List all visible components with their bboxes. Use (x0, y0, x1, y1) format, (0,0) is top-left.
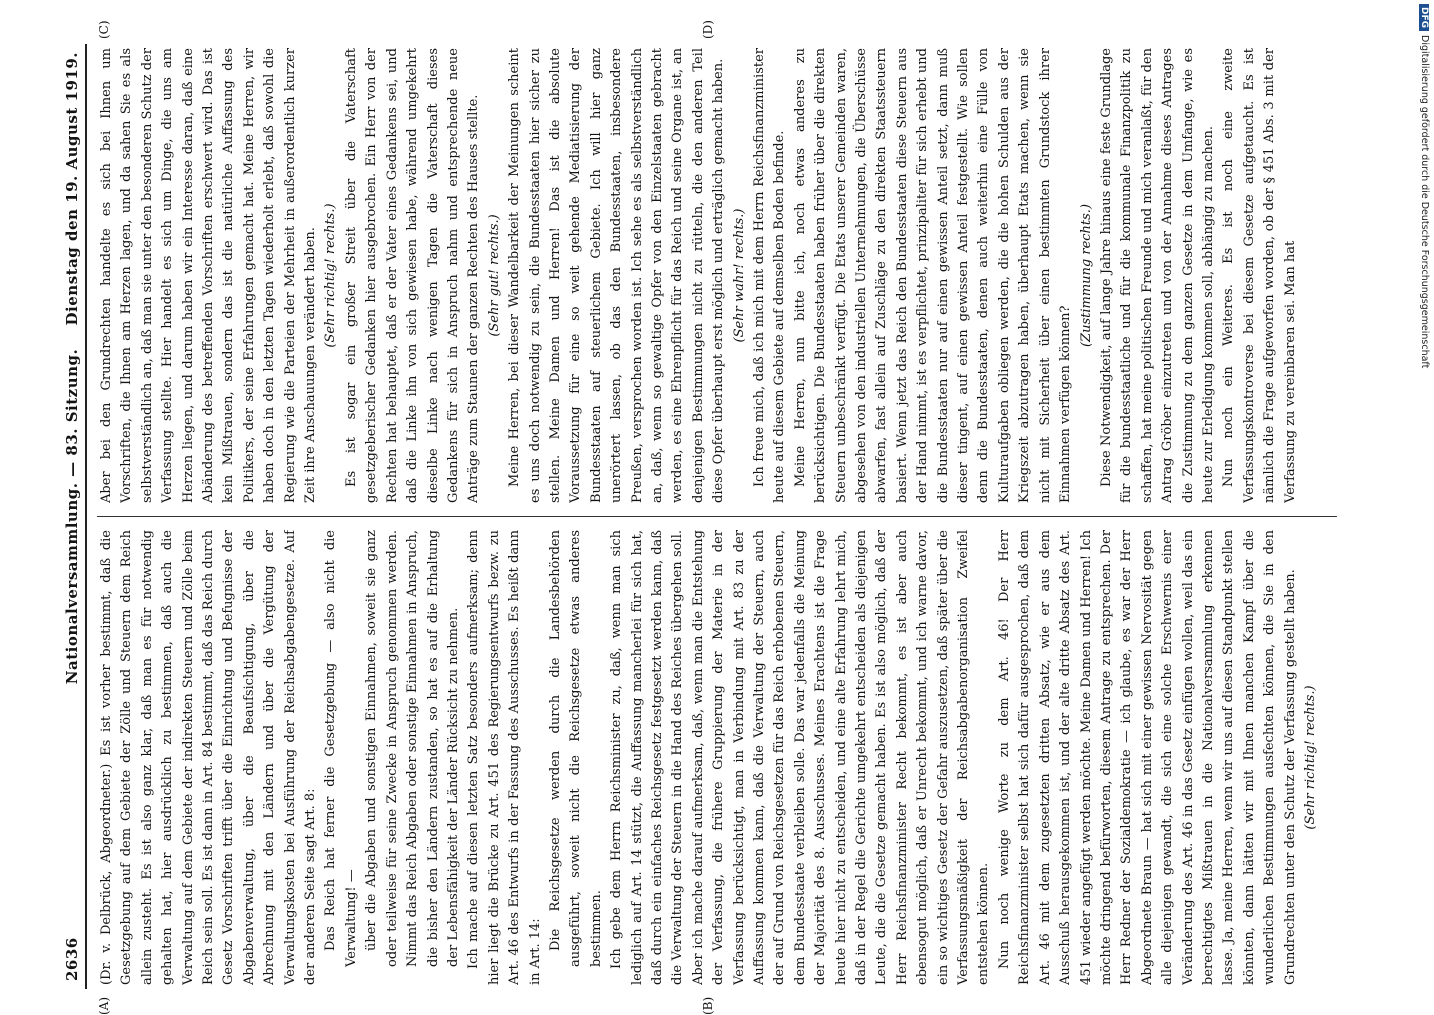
header-rule (85, 44, 87, 989)
paragraph: Es ist sogar ein großer Streit über die Vaterschaft gesetzgeberischer Gedanken hier ausgebrochen. Ein Herr von der Rechten hat behauptet, daß er der Vater eines Gedankens sei, und daß die Linke ihn von sich gewiesen habe, während umgekehrt dieselbe Linke nach wenigen Tagen die Vaterschaft dieses Gedankens für sich in Anspruch nahm und entsprechende neue Anträge zum Staunen der ganzen Rechten des Hauses stellte. (343, 48, 482, 503)
quoted-article: Das Reich hat ferner die Gesetzgebung — also nicht die Verwaltung! — (323, 530, 359, 967)
assembly-session: Nationalversammlung. — 83. Sitzung. (63, 348, 81, 685)
quoted-article: Die Reichsgesetze werden durch die Landesbehörden ausgeführt, soweit nicht die Reichsgesetze etwas anderes bestimmen. (547, 530, 604, 967)
left-column (97, 530, 1337, 985)
running-head (61, 44, 85, 989)
paragraph: Nun noch wenige Worte zu dem Art. 46! Der Herr Reichsfinanzminister selbst hat sich dafür ausgesprochen, daß dem Art. 46 mit dem zugesetzten dritten Absatz, wie er aus dem Ausschuß herausgekommen ist, und der alte dritte Absatz des Art. 451 wieder angefügt werden möchte. Meine Damen und Herren! Ich möchte dringend befürworten, diesem Antrage zu entsprechen. Der Herr Redner der Sozialdemokratie — ich glaube, es war der Herr Abgeordnete Braun — hat sich mit einer gewissen Nervosität gegen alle diejenigen gewandt, die sich eine solche Erschwernis einer Veränderung des Art. 46 in das Gesetz einfügen wollen, weil das ein berechtigtes Mißtrauen in die Nationalversammlung erkennen lasse. Ja, meine Herren, wenn wir uns auf diesen Standpunkt stellen könnten, dann hätten wir mit Ihnen manchen Kampf über die wunderlichen Bestimmungen ausfechten können, die Sie in den Grundrechten unter den Schutz der Verfassung gestellt haben. (996, 530, 1298, 985)
page-number: 2636 (63, 937, 81, 981)
quoted-article: über die Abgaben und sonstigen Einnahmen, soweit sie ganz oder teilweise für seine Zwecke in Anspruch genommen werden. Nimmt das Reich Abgaben oder sonstige Einnahmen in Anspruch, die bisher den Ländern zustanden, so hat es auf die Erhaltung der Lebensfähigkeit der Länder Rücksicht zu nehmen. (364, 530, 461, 967)
column-divider (97, 516, 1337, 517)
paragraph: Meine Herren, bei dieser Wandelbarkeit der Meinungen scheint es uns doch notwendig zu sein, die Bundesstaaten hier sicher zu stellen. Meine Damen und Herren! Das ist die absolute Voraussetzung für eine so weit gehende Mediatisierung der Bundesstaaten auf steuerlichem Gebiete. Ich will hier ganz unerörtert lassen, ob das den Bundesstaaten, insbesondere Preußen, versprochen worden ist. Ich sehe es als selbstverständlich an, daß, wenn so gewaltige Opfer von den Einzelstaaten gebracht werden, es eine Ehrenpflicht für das Reich und seine Organe ist, an denjenigen Bestimmungen nicht zu rütteln, die den anderen Teil diese Opfer überhaupt erst möglich und erträglich gemacht haben. (507, 48, 727, 503)
credit-text: Digitalisierung gefördert durch die Deutsche Forschungsgemeinschaft (1419, 35, 1430, 369)
paragraph: Diese Notwendigkeit, auf lange Jahre hinaus eine feste Grundlage für die bundesstaatliche und für die kommunale Finanzpolitik zu schaffen, hat meine politischen Freunde und mich veranlaßt, für den Antrag Gröber einzutreten und von der Annahme dieses Antrages die Zustimmung zu dem ganzen Gesetze in dem Umfange, wie es heute zur Erledigung kommen soll, abhängig zu machen. (1098, 48, 1216, 503)
interjection: (Sehr richtig! rechts.) (1302, 685, 1318, 830)
dfg-logo: DFG (1419, 4, 1429, 31)
interjection: (Sehr gut! rechts.) (486, 214, 502, 337)
paragraph: Nun noch ein Weiteres. Es ist noch eine zweite Verfassungskontroverse bei diesem Gesetze aufgetaucht. Es ist nämlich die Frage aufgeworfen worden, ob der § 451 Abs. 3 mit der Verfassung zu vereinbaren sei. Man hat (1221, 48, 1298, 503)
interjection: (Zustimmung rechts.) (1078, 203, 1094, 348)
interjection: (Sehr wahr! rechts.) (731, 208, 747, 343)
paragraph: Ich gebe dem Herrn Reichsminister zu, daß, wenn man sich lediglich auf Art. 14 stützt, die Auffassung mancherlei für sich hat, daß durch ein einfaches Reichsgesetz festgesetzt werden kann, daß die Verwaltung der Steuern in die Hand des Reiches übergehen soll. Aber ich mache darauf aufmerksam, daß, wenn man die Entstehung der Verfassung, die frühere Gruppierung der Materie in der Verfassung berücksichtigt, man in Verbindung mit Art. 83 zu der Auffassung kommen kann, daß die Verwaltung der Steuern, auch der auf Grund von Reichsgesetzen für das Reich erhobenen Steuern, dem Bundesstaate verbleiben solle. Das war jedenfalls die Meinung der Majorität des 8. Ausschusses. Meines Erachtens ist die Frage heute hier nicht zu entscheiden, und eine alte Erfahrung lehrt mich, daß in der Regel die Gerichte umgekehrt entscheiden als diejenigen Leute, die die Gesetze gemacht haben. Es ist also möglich, daß der Herr Reichsfinanzminister Recht bekommt, es ist aber auch ebensogut möglich, daß er Unrecht bekommt, und ich warne davor, ein so wichtiges Gesetz der Gefahr auszusetzen, daß später über die Verfassungsmäßigkeit der Reichsabgabenorganisation Zweifel entstehen können. (609, 530, 992, 985)
paragraph: (Dr. v. Delbrück, Abgeordneter.) Es ist vorher bestimmt, daß die Gesetzgebung auf dem Gebiete der Zölle und Steuern dem Reich allein zusteht. Es ist also ganz klar, daß man es für notwendig gehalten hat, hier ausdrücklich zu bestimmen, daß auch die Verwaltung auf dem Gebiete der indirekten Steuern und Zölle beim Reich sein soll. Es ist dann in Art. 84 bestimmt, daß das Reich durch Gesetz Vorschriften trifft über die Einrichtung und Befugnisse der Abgabenverwaltung, über die Beaufsichtigung, über die Abrechnung mit den Ländern und über die Vergütung der Verwaltungskosten bei Ausführung der Reichsabgabengesetze. Auf der anderen Seite sagt Art. 8: (99, 530, 319, 985)
paragraph: Aber bei den Grundrechten handelte es sich bei Ihnen um Vorschriften, die Ihnen am Herzen lagen, und da sahen Sie es als selbstverständlich an, daß man sie unter den besonderen Schutz der Verfassung stellte. Hier handelt es sich um Dinge, die uns am Herzen liegen, und darum haben wir ein Interesse daran, daß eine Abänderung des betreffenden Vorschriften erschwert wird. Das ist kein Mißtrauen, sondern das ist die natürliche Auffassung des Politikers, der seine Erfahrungen gemacht hat. Meine Herren, wir haben doch in den letzten Tagen wiederholt erlebt, daß sowohl die Regierung wie die Parteien der Mehrheit in außerordentlich kurzer Zeit ihre Anschauungen verändert haben. (99, 48, 319, 503)
paragraph: Ich freue mich, daß ich mich mit dem Herrn Reichsfinanzminister heute auf diesem Gebiete auf demselben Boden befinde. (752, 48, 788, 503)
session-date: Dienstag den 19. August 1919. (63, 52, 81, 326)
margin-marker-c: (C) (97, 20, 111, 39)
right-column (97, 48, 1337, 503)
paragraph: Meine Herren, nun bitte ich, noch etwas anderes zu berücksichtigen. Die Bundesstaaten haben früher über die direkten Steuern unbeschränkt verfügt. Die Etats unserer Gemeinden waren, abgesehen von den industriellen Unternehmungen, die Überschüsse abwarfen, fast allein auf Zuschläge zu den direkten Staatssteuern basiert. Wenn jetzt das Reich den Bundesstaaten diese Steuern aus der Hand nimmt, ist es verpflichtet, prinzipaliter für sich erhebt und die Bundesstaaten nur auf einen gewissen Anteil setzt, dann muß dieser tingent, auf einen gewissen Anteil festgestellt. Wie sollen denn die Bundesstaaten, denen auch weiterhin eine Fülle von Kulturaufgaben obliegen werden, die die hohen Schulden aus der Kriegszeit abzutragen haben, überhaupt Etats machen, wenn sie nicht mit Sicherheit über einen bestimmten Grundstock ihrer Einnahmen verfügen können? (792, 48, 1074, 503)
interjection: (Sehr richtig! rechts.) (323, 203, 339, 348)
margin-marker-a: (A) (97, 996, 111, 1015)
margin-marker-d: (D) (701, 20, 715, 39)
document-page (61, 20, 1361, 1015)
digitization-credit (1419, 4, 1430, 368)
paragraph: Ich mache auf diesen letzten Satz besonders aufmerksam; denn hier liegt die Brücke zu Art. 451 des Regierungsentwurfs bezw. zu Art. 46 des Entwurfs in der Fassung des Ausschusses. Es heißt dann in Art. 14: (466, 530, 543, 985)
margin-marker-b: (B) (701, 996, 715, 1015)
